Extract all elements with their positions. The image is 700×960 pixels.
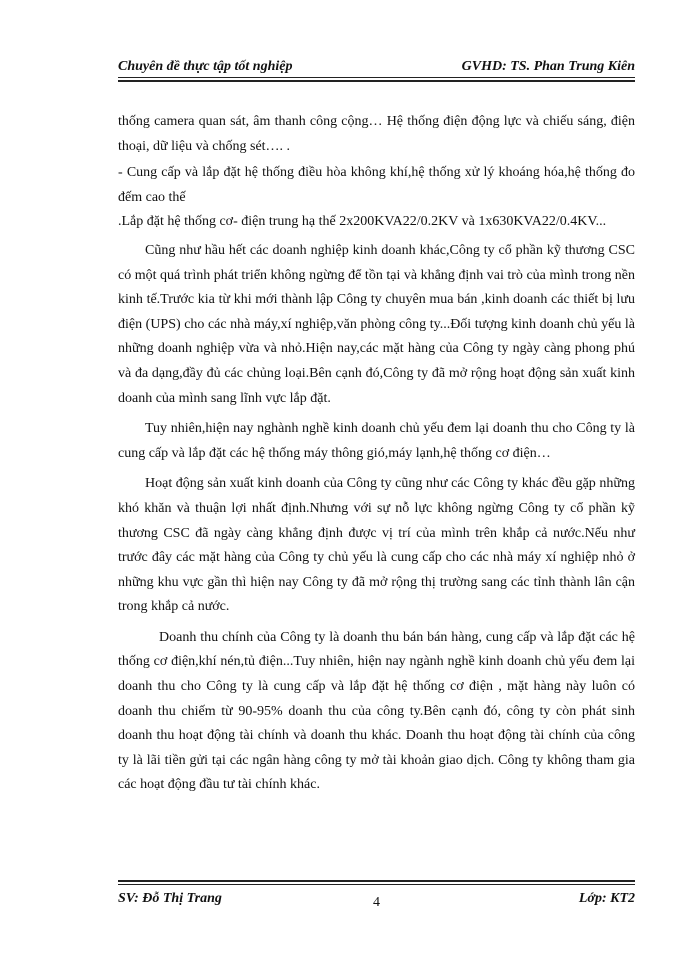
footer-rule-thick <box>118 880 635 882</box>
paragraph-2: - Cung cấp và lắp đặt hệ thống điều hòa không khí,hệ thống xử lý khoáng hóa,hệ thống đo đếm cao thế <box>118 165 635 205</box>
page-body <box>118 110 635 798</box>
page-number: 4 <box>373 895 380 910</box>
footer-rule-thin <box>118 884 635 885</box>
footer-class: Lớp: KT2 <box>578 891 635 906</box>
header-title: Chuyên đề thực tập tốt nghiệp <box>118 59 293 74</box>
paragraph-6: Hoạt động sản xuất kinh doanh của Công ty cũng như các Công ty khác đều gặp những khó khăn và thuận lợi nhất định.Nhưng với sự nỗ lực không ngừng Công ty cổ phần kỹ thương CSC đã ngày càng khẳng định được vị trí của mình trên khắp cả nước.Nếu như trước đây các mặt hàng của Công ty chủ yếu là cung cấp cho các nhà máy xí nghiệp nhỏ ở những khu vực gần thì hiện nay Công ty đã mở rộng thị trường sang các tỉnh thành lân cận trong khắp cả nước. <box>118 476 635 615</box>
header-rule-thick <box>118 80 635 82</box>
paragraph-3: .Lắp đặt hệ thống cơ- điện trung hạ thế 2x200KVA22/0.2KV và 1x630KVA22/0.4KV... <box>118 214 607 230</box>
paragraph-5: Tuy nhiên,hiện nay nghành nghề kinh doanh chủ yếu đem lại doanh thu cho Công ty là cung cấp và lắp đặt các hệ thống máy thông gió,máy lạnh,hệ thống cơ điện… <box>118 421 635 461</box>
header-rule-thin <box>118 77 635 78</box>
footer-student: SV: Đỗ Thị Trang <box>118 891 222 906</box>
header-advisor: GVHD: TS. Phan Trung Kiên <box>461 59 635 74</box>
paragraph-4: Cũng như hầu hết các doanh nghiệp kinh doanh khác,Công ty cổ phần kỹ thương CSC có một quá trình phát triển không ngừng để tồn tại và khẳng định vai trò của mình trong nền kinh tế.Trước kia từ khi mới thành lập Công ty chuyên mua bán ,kinh doanh các thiết bị lưu điện (UPS) cho các nhà máy,xí nghiệp,văn phòng công ty...Đối tượng kinh doanh chủ yếu là những doanh nghiệp vừa và nhỏ.Hiện nay,các mặt hàng của Công ty ngày càng phong phú và đa dạng,đầy đủ các chủng loại.Bên cạnh đó,Công ty đã mở rộng hoạt động sản xuất kinh doanh của mình sang lĩnh vực lắp đặt. <box>118 242 635 406</box>
paragraph-7: Doanh thu chính của Công ty là doanh thu bán bán hàng, cung cấp và lắp đặt các hệ thống cơ điện,khí nén,tủ điện...Tuy nhiên, hiện nay ngành nghề kinh doanh chủ yếu đem lại doanh thu cho Công ty là cung cấp và lắp đặt hệ thống cơ điện , mặt hàng này luôn có doanh thu chiếm từ 90-95% doanh thu của công ty.Bên cạnh đó, công ty còn phát sinh doanh thu hoạt động tài chính và doanh thu khác. Doanh thu hoạt động tài chính của công ty là lãi tiền gửi tại các ngân hàng công ty mở tài khoản giao dịch. Công ty không tham gia các hoạt động đầu tư tài chính khác. <box>118 629 635 793</box>
paragraph-1: thống camera quan sát, âm thanh công cộng… Hệ thống điện động lực và chiếu sáng, điện thoại, dữ liệu và chống sét…. . <box>118 114 635 154</box>
page-header <box>118 53 635 75</box>
page-footer <box>118 888 635 910</box>
